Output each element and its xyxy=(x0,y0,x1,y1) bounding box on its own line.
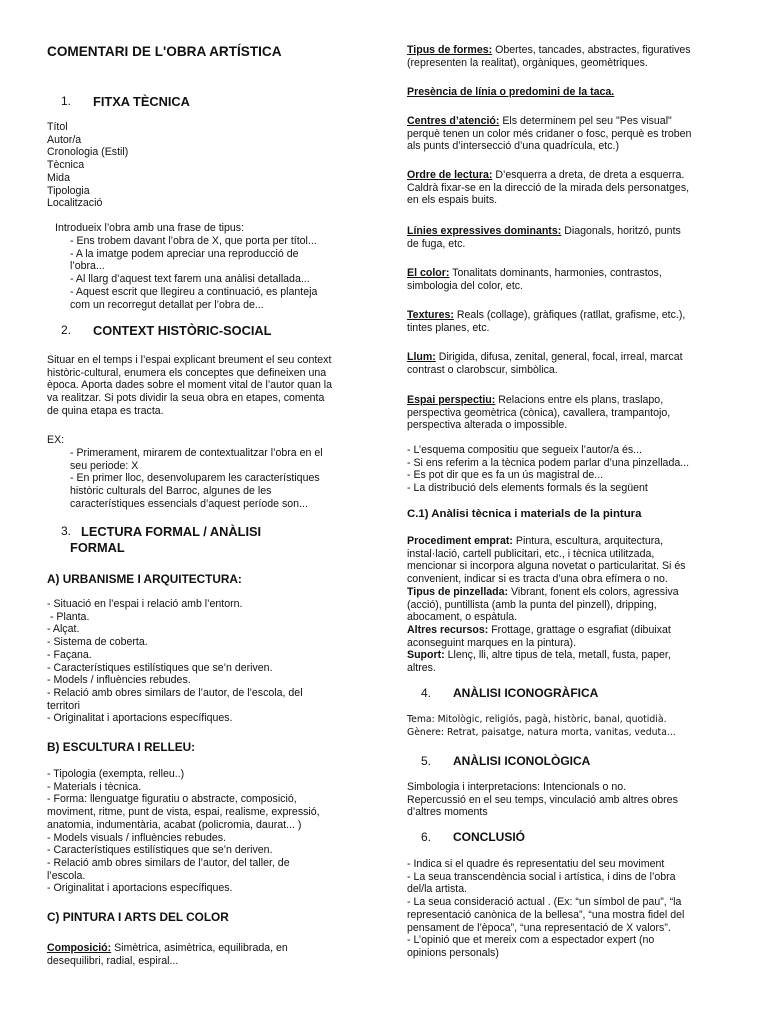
term-label: Línies expressives dominants: xyxy=(407,225,562,237)
list-item: - Relació amb obres similars de l’autor, del taller, de xyxy=(47,856,290,869)
subsection-heading-pintura: C) PINTURA I ARTS DEL COLOR xyxy=(47,910,229,924)
list-item: anatomia, indumentària, acabat (policromia, daurat... ) xyxy=(47,818,302,831)
list-item: - Planta. xyxy=(47,610,90,623)
list-item: - Forma: llenguatge figuratiu o abstracte, composició, xyxy=(47,793,297,806)
term-text: Pintura, escultura, arquitectura, xyxy=(512,535,664,547)
list-item: característiques essencials d’aquest període son... xyxy=(70,497,308,510)
text-line: tintes planes, etc. xyxy=(407,321,490,334)
list-item: del/la artista. xyxy=(407,883,468,896)
list-item: - L’opinió que et mereix com a espectador expert (no xyxy=(407,934,655,947)
term-text: Dirigida, difusa, zenital, general, focal, irreal, marcat xyxy=(435,351,683,363)
list-item: territori xyxy=(47,699,80,712)
list-item: seu periode: X xyxy=(70,459,139,472)
list-item: - Situació en l’espai i relació amb l’entorn. xyxy=(47,598,243,610)
example-list xyxy=(47,447,375,511)
list-item: - A la imatge podem apreciar una reproducció de xyxy=(70,247,299,260)
section-heading-context xyxy=(47,323,375,338)
text-line: de fuga, etc. xyxy=(407,237,466,250)
espai-paragraph xyxy=(407,394,725,432)
section-title-line: LECTURA FORMAL / ANÀLISI xyxy=(81,524,262,539)
composicio-paragraph xyxy=(47,942,375,967)
list-item: l’obra... xyxy=(70,260,105,273)
list-item: - Alçat. xyxy=(47,623,80,636)
context-paragraph xyxy=(47,354,375,418)
text-line: altres. xyxy=(407,662,436,675)
subsection-heading-tecnica: C.1) Anàlisi tècnica i materials de la pintura xyxy=(407,508,642,520)
section-heading-conclusio xyxy=(407,830,725,845)
page-title: COMENTARI DE L'OBRA ARTÍSTICA xyxy=(47,44,282,59)
text-line: simbologia del color, etc. xyxy=(407,279,524,292)
term-text: Relacions entre els plans, traslapo, xyxy=(495,394,664,406)
list-item: opinions personals) xyxy=(407,946,499,959)
term-label: Espai perspectiu: xyxy=(407,394,496,406)
term-label: Altres recursos: xyxy=(407,623,489,636)
conclusio-list xyxy=(407,858,725,960)
section-title: CONTEXT HISTÒRIC-SOCIAL xyxy=(93,323,272,338)
list-item: - La seua transcendència social i artística, i dins de l’obra xyxy=(407,870,676,883)
textures-paragraph xyxy=(407,309,725,334)
text-line: (representen la realitat), orgàniques, geomètriques. xyxy=(407,56,648,69)
list-item: Autor/a xyxy=(47,133,82,146)
section-number: 6. xyxy=(420,830,431,844)
list-item: - Originalitat i aportacions específiques. xyxy=(47,712,233,725)
list-item: - Models visuals / influències rebudes. xyxy=(47,831,227,844)
text-line: abocament, o espàtula. xyxy=(407,611,518,624)
text-line: (acció), puntillista (amb la punta del pinzell), dripping, xyxy=(407,598,657,611)
section-heading-lectura xyxy=(47,524,375,539)
text-line: Gènere: Retrat, paisatge, natura morta, vanitas, veduta... xyxy=(407,726,676,738)
list-item: - Façana. xyxy=(47,648,92,661)
term-label: Ordre de lectura: xyxy=(407,169,493,181)
color-paragraph xyxy=(407,267,725,292)
list-item: - Sistema de coberta. xyxy=(47,636,148,649)
list-item: - L’esquema compositiu que segueix l’autor/a és... xyxy=(407,444,642,456)
text-line: perspectiva geomètrica (cònica), cavallera, trampantojo, xyxy=(407,406,671,419)
term-label: Tipus de formes: xyxy=(407,44,493,56)
subsection-heading-urbanisme: A) URBANISME I ARQUITECTURA: xyxy=(47,572,242,586)
list-item: - Tipologia (exempta, relleu..) xyxy=(47,768,185,780)
intro-text: Introdueix l’obra amb una frase de tipus: xyxy=(55,222,245,234)
subsection-heading-escultura: B) ESCULTURA I RELLEU: xyxy=(47,740,196,754)
formes-paragraph xyxy=(407,44,725,69)
section-number: 3. xyxy=(60,524,71,538)
text-line: Simbologia i interpretacions: Intencionals o no. xyxy=(407,781,627,793)
term-text: Tonalitats dominants, harmonies, contrastos, xyxy=(449,267,662,279)
section-heading-iconologica xyxy=(407,754,725,769)
term-label: Centres d’atenció: xyxy=(407,115,500,127)
section-heading-fitxa xyxy=(47,94,375,109)
text-line: desequilibri, radial, espiral... xyxy=(47,954,179,967)
section-title xyxy=(81,524,261,539)
lectura-paragraph xyxy=(407,169,725,207)
llum-paragraph xyxy=(407,351,725,376)
list-item: Tipologia xyxy=(47,184,90,197)
list-item: moviment, ritme, punt de vista, espai, realisme, expressió, xyxy=(47,806,320,819)
list-item: com un recorregut detallat per l’obra de... xyxy=(70,298,264,311)
term-text: D’esquerra a dreta, de dreta a esquerra. xyxy=(492,169,685,181)
list-item: - Característiques estilístiques que se’n deriven. xyxy=(47,661,273,674)
term-text: Vibrant, fonent els colors, agressiva xyxy=(508,585,679,598)
section-number: 1. xyxy=(60,94,71,108)
list-item: Mida xyxy=(47,171,70,184)
list-item: - Primerament, mirarem de contextualitzar l’obra en el xyxy=(70,447,323,459)
escultura-list xyxy=(47,768,375,895)
section-heading-iconografica xyxy=(407,686,725,701)
text-line: contrast o clarobscur, simbòlica. xyxy=(407,363,558,376)
text-line: als punts d’intersecció d’una quadrícula, etc.) xyxy=(407,140,619,153)
list-item: pensament de l’època”, “una representació de X valors”. xyxy=(407,921,671,934)
term-text: Llenç, lli, altre tipus de tela, metall, fusta, paper, xyxy=(444,649,671,662)
linies-paragraph xyxy=(407,225,725,250)
iconografica-text xyxy=(407,714,725,739)
list-item: històric culturals del Barroc, algunes de les xyxy=(70,485,272,498)
list-item: - Indica si el quadre és representatiu del seu moviment xyxy=(407,858,665,870)
term-label: Textures: xyxy=(407,309,454,321)
term-text: Frottage, grattage o esgrafiat (dibuixat xyxy=(488,623,671,636)
intro-list xyxy=(47,235,375,311)
linia-heading: Presència de línia o predomini de la taca. xyxy=(407,86,615,98)
list-item: - Originalitat i aportacions específiques. xyxy=(47,882,233,895)
list-item: Títol xyxy=(47,121,68,133)
list-item: Cronologia (Estil) xyxy=(47,146,129,159)
term-label: Llum: xyxy=(407,351,436,363)
list-item: - Materials i tècnica. xyxy=(47,780,142,793)
section-title: CONCLUSIÓ xyxy=(453,830,525,844)
term-text: Els determinem pel seu "Pes visual" xyxy=(499,115,672,127)
term-label: El color: xyxy=(407,267,450,279)
list-item: - Ens trobem davant l’obra de X, que porta per títol... xyxy=(70,235,317,247)
list-item: - Aquest escrit que llegireu a continuació, es planteja xyxy=(70,285,318,298)
section-title-line: FORMAL xyxy=(70,540,125,555)
list-item: - Models / influències rebudes. xyxy=(47,674,191,687)
list-item: Localització xyxy=(47,197,103,210)
text-line: va realitzar. Si pots dividir la seua obra en etapes, comenta xyxy=(47,392,325,405)
text-line: època. Aporta dades sobre el moment vital de l’autor quan la xyxy=(47,379,333,392)
section-number: 4. xyxy=(420,686,431,700)
term-label: Procediment emprat: xyxy=(407,535,513,547)
text-line: de quina etapa es tracta. xyxy=(47,404,164,417)
text-line: d’altres moments xyxy=(407,806,488,819)
term-label: Composició: xyxy=(47,942,112,954)
text-line: Repercussió en el seu temps, vinculació amb altres obres xyxy=(407,793,678,806)
atencio-paragraph xyxy=(407,115,725,153)
urbanisme-list xyxy=(47,598,375,725)
text-line: Caldrà fixar-se en la direcció de la mirada dels personatges, xyxy=(407,181,690,194)
list-item: - Si ens referim a la tècnica podem parlar d’una pinzellada... xyxy=(407,456,690,469)
term-label: Tipus de pinzellada: xyxy=(407,585,509,598)
list-item: - La seua consideració actual . (Ex: “un símbol de pau”, “la xyxy=(407,896,682,909)
section-title: FITXA TÈCNICA xyxy=(93,94,190,109)
term-label: Suport: xyxy=(407,649,445,662)
section-title: ANÀLISI ICONOLÒGICA xyxy=(453,754,591,768)
term-text: Obertes, tancades, abstractes, figuratives xyxy=(492,44,691,56)
fitxa-list xyxy=(47,121,375,210)
list-item: - En primer lloc, desenvoluparem les característiques xyxy=(70,472,320,485)
iconologica-text xyxy=(407,781,725,819)
tecnica-paragraph xyxy=(407,535,725,675)
example-label: EX: xyxy=(47,434,65,446)
text-line: instal·lació, cartell publicitari, etc., i tècnica utilitzada, xyxy=(407,547,655,560)
esquema-list xyxy=(407,444,725,495)
list-item: Tècnica xyxy=(47,159,85,172)
list-item: representació canònica de la bellesa”, “una mostra fidel del xyxy=(407,908,685,921)
section-number: 5. xyxy=(420,754,431,768)
text-line: perquè tenen un color més cridaner o fosc, perquè es troben xyxy=(407,127,692,140)
text-line: mencionar si incorpora alguna novetat o particularitat. Si és xyxy=(407,560,686,573)
text-line: Situar en el temps i l’espai explicant breument el seu context xyxy=(47,354,332,366)
text-line: en els espais buits. xyxy=(407,194,498,207)
term-text: Diagonals, horitzó, punts xyxy=(561,225,681,237)
list-item: - Al llarg d’aquest text farem una anàlisi detallada... xyxy=(70,273,310,286)
list-item: l’escola. xyxy=(47,869,86,882)
text-line: perspectiva alterada o impossible. xyxy=(407,419,568,432)
list-item: - La distribució dels elements formals és la següent xyxy=(407,482,648,495)
section-number: 2. xyxy=(60,323,71,337)
text-line: aconseguint marques en la pintura). xyxy=(407,636,577,649)
text-line: històric-cultural, enumera els conceptes que defineixen una xyxy=(47,366,327,379)
section-title: ANÀLISI ICONOGRÀFICA xyxy=(453,686,599,700)
term-text: Reals (collage), gràfiques (ratllat, grafisme, etc.), xyxy=(453,309,686,321)
text-line: Tema: Mitològic, religiós, pagà, històric, banal, quotidià. xyxy=(407,714,667,725)
term-text: Simètrica, asimètrica, equilibrada, en xyxy=(111,942,288,954)
list-item: - Característiques estilístiques que se’n deriven. xyxy=(47,844,273,857)
list-item: - Es pot dir que es fa un ús magistral de... xyxy=(407,469,604,482)
list-item: - Relació amb obres similars de l’autor, de l’escola, del xyxy=(47,686,303,699)
text-line: convenient, indicar si es tracta d’una obra efímera o no. xyxy=(407,573,668,586)
